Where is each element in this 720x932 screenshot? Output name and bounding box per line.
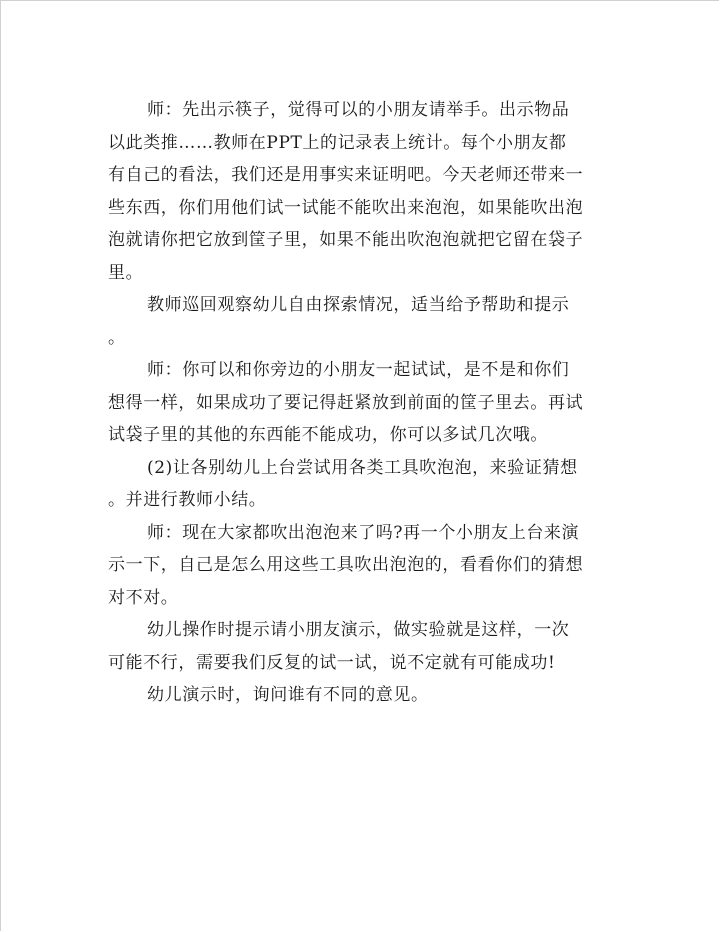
text-line: 师：你可以和你旁边的小朋友一起试试，是不是和你们 [147, 360, 570, 380]
text-line: 有自己的看法，我们还是用事实来证明吧。今天老师还带来一 [108, 165, 584, 185]
text-line: 幼儿操作时提示请小朋友演示，做实验就是这样，一次 [147, 620, 570, 640]
text-line: 些东西，你们用他们试一试能不能吹出来泡泡，如果能吹出泡 [108, 197, 584, 218]
text-line: 。 [108, 327, 126, 348]
text-line: 师：现在大家都吹出泡泡来了吗?再一个小朋友上台来演 [147, 522, 580, 543]
text-line: 里。 [108, 262, 144, 283]
text-line: 泡就请你把它放到筐子里，如果不能出吹泡泡就把它留在袋子 [108, 230, 584, 250]
text-line: 试袋子里的其他的东西能不能成功，你可以多试几次哦。 [108, 425, 548, 445]
text-line: 想得一样，如果成功了要记得赶紧放到前面的筐子里去。再试 [108, 392, 584, 413]
text-line: 以此类推……教师在PPT上的记录表上统计。每个小朋友都 [108, 132, 567, 153]
text-line: 师：先出示筷子，觉得可以的小朋友请举手。出示物品 [147, 100, 570, 120]
document-body [108, 94, 614, 712]
text-line: 可能不行，需要我们反复的试一试，说不定就有可能成功! [108, 652, 556, 673]
text-line: 幼儿演示时，询问谁有不同的意见。 [147, 685, 429, 705]
text-line: (2)让各别幼儿上台尝试用各类工具吹泡泡，来验证猜想 [147, 457, 578, 478]
text-line: 示一下，自己是怎么用这些工具吹出泡泡的，看看你们的猜想 [108, 555, 584, 575]
text-line: 教师巡回观察幼儿自由探索情况，适当给予帮助和提示 [147, 295, 570, 315]
text-line: 。并进行教师小结。 [108, 490, 267, 510]
text-line: 对不对。 [108, 587, 179, 608]
